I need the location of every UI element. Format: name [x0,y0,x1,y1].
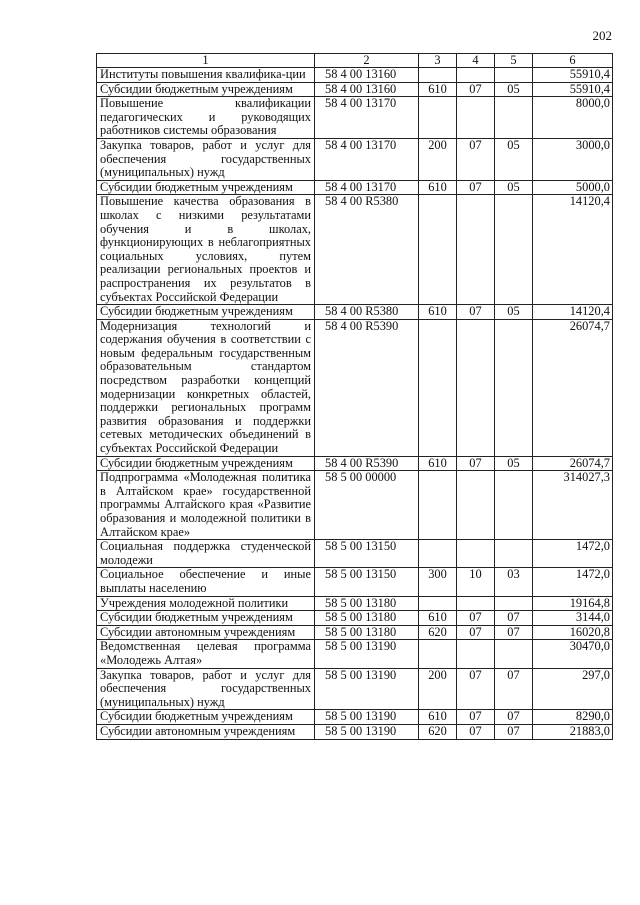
table-row [97,97,613,139]
header-col-3: 3 [419,54,457,68]
row-col5: 05 [495,82,533,97]
row-col3 [419,596,457,611]
row-sum: 55910,4 [533,82,613,97]
row-name: Субсидии автономным учреждениям [97,625,315,640]
row-col3: 610 [419,305,457,320]
row-col3 [419,97,457,139]
table-row [97,724,613,739]
row-col4 [457,97,495,139]
row-sum: 1472,0 [533,540,613,568]
row-col3: 300 [419,568,457,596]
row-name: Закупка товаров, работ и услуг для обеспечения государственных (муниципальных) нужд [97,138,315,180]
row-code: 58 4 00 13170 [315,180,419,195]
row-name: Закупка товаров, работ и услуг для обеспечения государственных (муниципальных) нужд [97,668,315,710]
row-name: Субсидии бюджетным учреждениям [97,180,315,195]
table-row [97,305,613,320]
row-col5 [495,319,533,456]
row-col5: 07 [495,710,533,725]
row-col5: 07 [495,625,533,640]
row-name: Субсидии бюджетным учреждениям [97,305,315,320]
row-col4 [457,319,495,456]
row-code: 58 5 00 13190 [315,640,419,668]
row-name: Подпрограмма «Молодежная политика в Алтайском крае» государственной программы Алтайского края «Развитие образования и молодежной политики в Алтайском крае» [97,471,315,540]
table-row [97,456,613,471]
row-col4 [457,195,495,305]
row-col5: 05 [495,180,533,195]
row-col4 [457,596,495,611]
table-row [97,180,613,195]
table-row [97,611,613,626]
row-sum: 3000,0 [533,138,613,180]
table-row [97,82,613,97]
row-col3 [419,319,457,456]
row-col4: 07 [457,724,495,739]
row-col4: 07 [457,138,495,180]
row-col5 [495,540,533,568]
row-col4: 10 [457,568,495,596]
row-col4: 07 [457,710,495,725]
row-col4: 07 [457,625,495,640]
row-name: Субсидии бюджетным учреждениям [97,82,315,97]
table-row [97,640,613,668]
row-col3 [419,195,457,305]
row-code: 58 5 00 13190 [315,724,419,739]
table-row [97,710,613,725]
row-name: Повышение квалификации педагогических и руководящих работников системы образования [97,97,315,139]
budget-table [96,53,613,740]
row-col4 [457,640,495,668]
row-col3: 620 [419,724,457,739]
header-col-2: 2 [315,54,419,68]
row-sum: 297,0 [533,668,613,710]
row-code: 58 4 00 R5380 [315,195,419,305]
row-sum: 8000,0 [533,97,613,139]
row-col3 [419,68,457,83]
row-code: 58 4 00 13170 [315,97,419,139]
row-col3 [419,540,457,568]
row-name: Субсидии бюджетным учреждениям [97,611,315,626]
table-row [97,596,613,611]
row-name: Модернизация технологий и содержания обучения в соответствии с новым федеральным государственным образовательным стандартом посредством разработки концепций модернизации конкретных областей, поддержки региональных программ развития образования и поддержки сетевых методических объединений в субъектах Российской Федерации [97,319,315,456]
row-col5 [495,596,533,611]
header-row [97,54,613,68]
header-col-6: 6 [533,54,613,68]
row-col5: 05 [495,305,533,320]
row-col4: 07 [457,456,495,471]
row-name: Субсидии бюджетным учреждениям [97,456,315,471]
row-name: Учреждения молодежной политики [97,596,315,611]
row-name: Социальное обеспечение и иные выплаты населению [97,568,315,596]
row-col4: 07 [457,180,495,195]
row-col4: 07 [457,611,495,626]
header-col-1: 1 [97,54,315,68]
row-col3 [419,640,457,668]
table-row [97,319,613,456]
row-col3: 610 [419,611,457,626]
row-name: Повышение качества образования в школах с низкими результатами обучения и в школах, функционирующих в неблагоприятных социальных условиях, путем реализации региональных проектов и распространения их результатов в субъектах Российской Федерации [97,195,315,305]
row-sum: 5000,0 [533,180,613,195]
row-col3: 200 [419,668,457,710]
table-row [97,68,613,83]
table-row [97,471,613,540]
row-col4: 07 [457,668,495,710]
row-col5: 07 [495,668,533,710]
row-col3: 610 [419,82,457,97]
row-col5 [495,97,533,139]
row-code: 58 5 00 13180 [315,596,419,611]
row-sum: 314027,3 [533,471,613,540]
table-row [97,540,613,568]
row-sum: 26074,7 [533,456,613,471]
row-code: 58 4 00 R5390 [315,456,419,471]
row-col3: 610 [419,710,457,725]
row-code: 58 4 00 R5380 [315,305,419,320]
row-code: 58 5 00 13190 [315,668,419,710]
row-sum: 14120,4 [533,305,613,320]
row-sum: 21883,0 [533,724,613,739]
row-sum: 16020,8 [533,625,613,640]
row-sum: 19164,8 [533,596,613,611]
row-col3: 200 [419,138,457,180]
row-col5: 05 [495,456,533,471]
header-col-5: 5 [495,54,533,68]
row-col3: 620 [419,625,457,640]
row-col5: 07 [495,724,533,739]
row-name: Субсидии автономным учреждениям [97,724,315,739]
row-code: 58 5 00 13150 [315,568,419,596]
row-code: 58 4 00 R5390 [315,319,419,456]
row-sum: 55910,4 [533,68,613,83]
row-code: 58 5 00 13190 [315,710,419,725]
row-sum: 8290,0 [533,710,613,725]
row-col3: 610 [419,180,457,195]
row-col4 [457,68,495,83]
row-sum: 3144,0 [533,611,613,626]
row-sum: 30470,0 [533,640,613,668]
header-col-4: 4 [457,54,495,68]
row-code: 58 4 00 13160 [315,82,419,97]
row-col3 [419,471,457,540]
table-row [97,668,613,710]
page-number: 202 [592,28,612,43]
row-col5: 07 [495,611,533,626]
row-col4: 07 [457,305,495,320]
row-name: Ведомственная целевая программа «Молодежь Алтая» [97,640,315,668]
row-code: 58 4 00 13160 [315,68,419,83]
table-row [97,195,613,305]
row-sum: 14120,4 [533,195,613,305]
row-col4: 07 [457,82,495,97]
table-row [97,625,613,640]
row-col4 [457,540,495,568]
row-sum: 26074,7 [533,319,613,456]
row-col5: 03 [495,568,533,596]
row-name: Социальная поддержка студенческой молодежи [97,540,315,568]
row-code: 58 4 00 13170 [315,138,419,180]
row-code: 58 5 00 00000 [315,471,419,540]
table-row [97,568,613,596]
row-name: Субсидии бюджетным учреждениям [97,710,315,725]
row-col3: 610 [419,456,457,471]
row-code: 58 5 00 13180 [315,611,419,626]
row-col5 [495,640,533,668]
row-col5: 05 [495,138,533,180]
row-sum: 1472,0 [533,568,613,596]
row-code: 58 5 00 13150 [315,540,419,568]
row-col5 [495,68,533,83]
row-code: 58 5 00 13180 [315,625,419,640]
row-col4 [457,471,495,540]
row-name: Институты повышения квалифика-ции [97,68,315,83]
row-col5 [495,471,533,540]
table-row [97,138,613,180]
row-col5 [495,195,533,305]
